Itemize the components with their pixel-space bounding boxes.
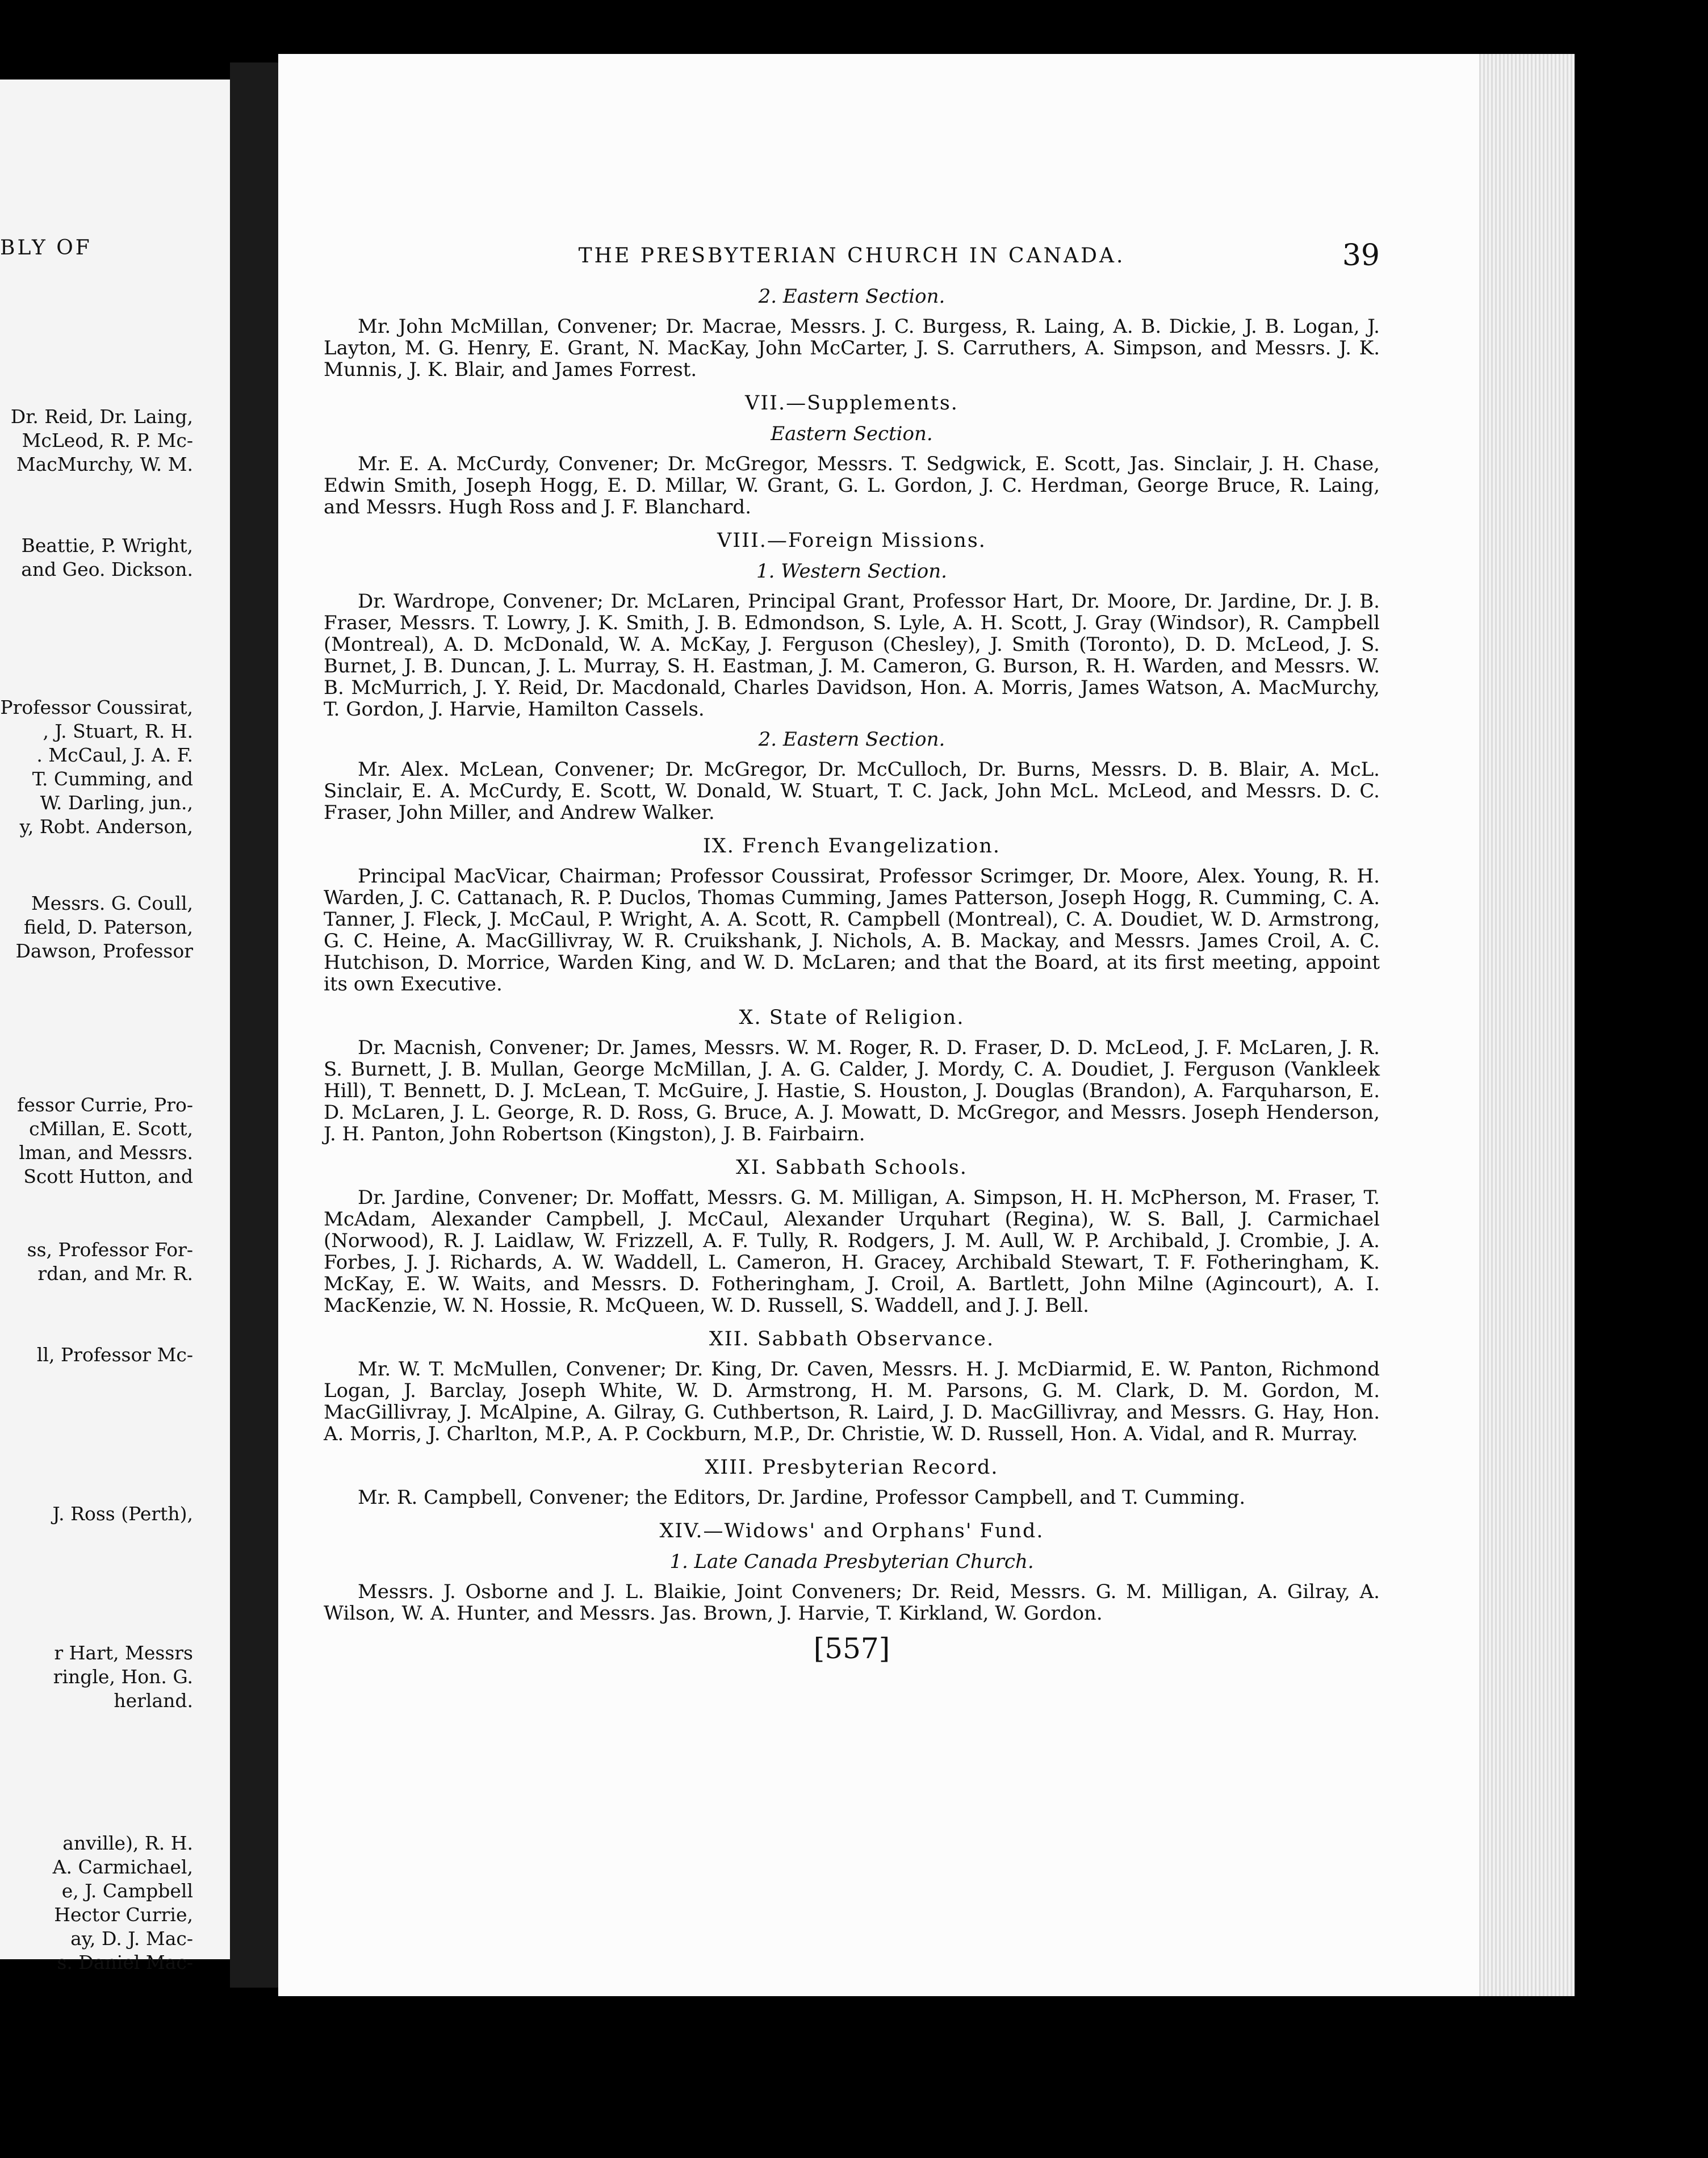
text-line: Scott Hutton, and xyxy=(23,1165,193,1187)
text-line: cMillan, E. Scott, xyxy=(29,1118,193,1140)
text-line: lman, and Messrs. xyxy=(19,1141,193,1164)
section-paragraph: Dr. Jardine, Convener; Dr. Moffatt, Messrs. G. M. Milligan, A. Simpson, H. H. McPherson, M. Fraser, T. McAdam, Alexander Campbell, J. McCaul, Alexander Urquhart (Regina), W. S. Ball, J. Carmichael (Norwood), R. J. Laidlaw, W. Frizzell, A. F. Tully, R. Rodgers, J. M. Aull, W. P. Archibald, J. Crombie, J. A. Forbes, J. J. Richards, A. W. Waddell, L. Cameron, H. Gracey, Archibald Stewart, T. F. Fotheringham, K. McKay, E. W. Waits, and Messrs. D. Fotheringham, J. Croil, A. Bartlett, John Milne (Agincourt), A. I. MacKenzie, W. N. Hossie, R. McQueen, W. D. Russell, S. Waddell, and J. J. Bell. xyxy=(324,1186,1380,1317)
section-heading: XIV.—Widows' and Orphans' Fund. xyxy=(659,1520,1044,1542)
text-line: e, J. Campbell xyxy=(61,1880,193,1902)
text-line: fessor Currie, Pro- xyxy=(17,1094,193,1116)
left-text-block xyxy=(0,405,193,476)
right-page xyxy=(278,54,1479,1996)
text-line: Messrs. G. Coull, xyxy=(31,892,193,914)
section-heading: XII. Sabbath Observance. xyxy=(709,1328,995,1350)
section-subheading: Eastern Section. xyxy=(771,423,933,445)
section-paragraph: Mr. R. Campbell, Convener; the Editors, Dr. Jardine, Professor Campbell, and T. Cumming. xyxy=(358,1486,1246,1509)
text-line: and Geo. Dickson. xyxy=(21,558,193,580)
section-subheading: 1. Western Section. xyxy=(756,560,947,583)
section-paragraph: Mr. W. T. McMullen, Convener; Dr. King, Dr. Caven, Messrs. H. J. McDiarmid, E. W. Panton, Richmond Logan, J. Barclay, Joseph White, W. D. Armstrong, H. M. Parsons, G. M. Clark, D. M. Gordon, M. MacGillivray, J. McAlpine, A. Gilray, G. Cuthbertson, R. Laird, J. D. MacGillivray, and Messrs. G. Hay, Hon. A. Morris, J. Charlton, M.P., A. P. Cockburn, M.P., Dr. Christie, W. D. Russell, Hon. A. Vidal, and R. Murray. xyxy=(324,1358,1380,1445)
section-paragraph: Mr. Alex. McLean, Convener; Dr. McGregor, Dr. McCulloch, Dr. Burns, Messrs. D. B. Blair, A. McL. Sinclair, E. A. McCurdy, E. Scott, W. Donald, W. Stuart, T. C. Jack, John McL. McLeod, and Messrs. D. C. Fraser, John Miller, and Andrew Walker. xyxy=(324,758,1380,824)
section-subheading: 2. Eastern Section. xyxy=(758,728,945,751)
section-heading: IX. French Evangelization. xyxy=(702,835,1001,858)
running-head xyxy=(324,239,1380,278)
left-page xyxy=(0,80,230,1973)
left-text-block xyxy=(0,1641,193,1713)
text-line: A. Carmichael, xyxy=(52,1856,193,1878)
section-heading: VII.—Supplements. xyxy=(745,392,958,415)
text-line: r Hart, Messrs xyxy=(54,1642,193,1664)
section-paragraph: Principal MacVicar, Chairman; Professor Coussirat, Professor Scrimger, Dr. Moore, Alex. Young, R. H. Warden, J. C. Cattanach, R. P. Duclos, Thomas Cumming, James Patterson, Joseph Hogg, R. Cumming, C. A. Tanner, J. Fleck, J. McCaul, P. Wright, A. A. Scott, R. Campbell (Montreal), C. A. Doudiet, W. D. Armstrong, G. C. Heine, A. MacGillivray, W. R. Cruikshank, J. Nichols, A. B. Mackay, and Messrs. James Croil, A. C. Hutchison, D. Morrice, Warden King, and W. D. McLaren; and that the Board, at its first meeting, appoint its own Executive. xyxy=(324,865,1380,996)
section-paragraph: Messrs. J. Osborne and J. L. Blaikie, Joint Conveners; Dr. Reid, Messrs. G. M. Milligan, A. Gilray, A. Wilson, W. A. Hunter, and Messrs. Jas. Brown, J. Harvie, T. Kirkland, W. Gordon. xyxy=(324,1580,1380,1625)
text-line: ll, Professor Mc- xyxy=(36,1344,193,1366)
section-heading: XIII. Presbyterian Record. xyxy=(705,1456,999,1479)
text-line: anville), R. H. xyxy=(62,1832,193,1854)
text-line: herland. xyxy=(114,1689,193,1712)
page-edges xyxy=(1479,54,1575,1996)
text-line: MacMurchy, W. M. xyxy=(16,453,193,475)
text-line: . McCaul, J. A. F. xyxy=(36,744,193,766)
text-line: s. Daniel Mac- xyxy=(57,1951,193,1973)
text-line: Hector Currie, xyxy=(54,1904,193,1926)
text-line: T. Cumming, and xyxy=(32,768,193,790)
left-text-block xyxy=(0,1502,193,1526)
running-head-title: THE PRESBYTERIAN CHURCH IN CANADA. xyxy=(578,244,1125,267)
section-paragraph: Dr. Wardrope, Convener; Dr. McLaren, Principal Grant, Professor Hart, Dr. Moore, Dr. Jardine, Dr. J. B. Fraser, Messrs. T. Lowry, J. K. Smith, J. B. Edmondson, S. Lyle, A. H. Scott, J. Gray (Windsor), R. Campbell (Montreal), A. D. McDonald, W. A. McKay, J. Ferguson (Chesley), J. Smith (Toronto), D. D. McLeod, J. S. Burnet, J. B. Duncan, J. L. Murray, S. H. Eastman, J. M. Cameron, G. Burson, R. H. Warden, and Messrs. W. B. McMurrich, J. Y. Reid, Dr. Macdonald, Charles Davidson, Hon. A. Morris, James Watson, A. MacMurchy, T. Gordon, J. Harvie, Hamilton Cassels. xyxy=(324,590,1380,721)
text-line: ss, Professor For- xyxy=(27,1239,193,1261)
page-number: 39 xyxy=(1342,239,1380,273)
text-line: Dawson, Professor xyxy=(15,940,193,962)
text-line: , J. Stuart, R. H. xyxy=(43,720,193,742)
text-line: y, Robt. Anderson, xyxy=(19,815,193,838)
section-paragraph: Mr. John McMillan, Convener; Dr. Macrae, Messrs. J. C. Burgess, R. Laing, A. B. Dickie, J. B. Logan, J. Layton, M. G. Henry, E. Grant, N. MacKay, John McCarter, J. S. Carruthers, A. Simpson, and Messrs. J. K. Munnis, J. K. Blair, and James Forrest. xyxy=(324,315,1380,381)
book-gutter xyxy=(230,62,278,1988)
left-page-header: BLY OF xyxy=(0,236,92,260)
left-text-block xyxy=(0,1343,193,1367)
text-line: ringle, Hon. G. xyxy=(53,1666,193,1688)
text-line: rdan, and Mr. R. xyxy=(37,1262,193,1285)
text-line: Dr. Reid, Dr. Laing, xyxy=(10,405,193,428)
section-subheading: 2. Eastern Section. xyxy=(758,285,945,308)
section-paragraph: Dr. Macnish, Convener; Dr. James, Messrs. W. M. Roger, R. D. Fraser, D. D. McLeod, J. F. McLaren, J. R. S. Burnett, J. B. Mullan, George McMillan, J. A. G. Calder, J. Mordy, C. A. Doudiet, J. Ferguson (Vankleek Hill), T. Bennett, D. J. McLean, T. McGuire, J. Hastie, S. Houston, J. Douglas (Brandon), A. Farquharson, E. D. McLaren, J. L. George, R. D. Ross, G. Bruce, A. J. Mowatt, D. McGregor, and Messrs. Joseph Henderson, J. H. Panton, John Robertson (Kingston), J. B. Fairbairn. xyxy=(324,1036,1380,1145)
left-text-block xyxy=(0,534,193,582)
section-subheading: 1. Late Canada Presbyterian Church. xyxy=(669,1550,1034,1573)
left-text-block xyxy=(0,1831,193,1975)
section-heading: VIII.—Foreign Missions. xyxy=(717,529,986,552)
left-text-block xyxy=(0,1093,193,1189)
section-paragraph: Mr. E. A. McCurdy, Convener; Dr. McGregor, Messrs. T. Sedgwick, E. Scott, Jas. Sinclair, J. H. Chase, Edwin Smith, Joseph Hogg, E. D. Millar, W. Grant, G. L. Gordon, J. C. Herdman, George Bruce, R. Laing, and Messrs. Hugh Ross and J. F. Blanchard. xyxy=(324,453,1380,518)
text-line: ay, D. J. Mac- xyxy=(70,1927,193,1950)
text-line: McLeod, R. P. Mc- xyxy=(22,429,193,451)
text-line: Professor Coussirat, xyxy=(0,696,193,718)
text-line: Beattie, P. Wright, xyxy=(21,534,193,557)
left-text-block xyxy=(0,892,193,963)
text-line: W. Darling, jun., xyxy=(40,792,193,814)
text-line: J. Ross (Perth), xyxy=(52,1503,193,1525)
text-column xyxy=(324,239,1380,1665)
section-heading: X. State of Religion. xyxy=(739,1006,965,1029)
page-signature: [557] xyxy=(813,1632,890,1665)
left-text-block xyxy=(0,696,193,839)
text-line: field, D. Paterson, xyxy=(24,916,193,938)
section-heading: XI. Sabbath Schools. xyxy=(736,1156,968,1179)
left-text-block xyxy=(0,1238,193,1286)
